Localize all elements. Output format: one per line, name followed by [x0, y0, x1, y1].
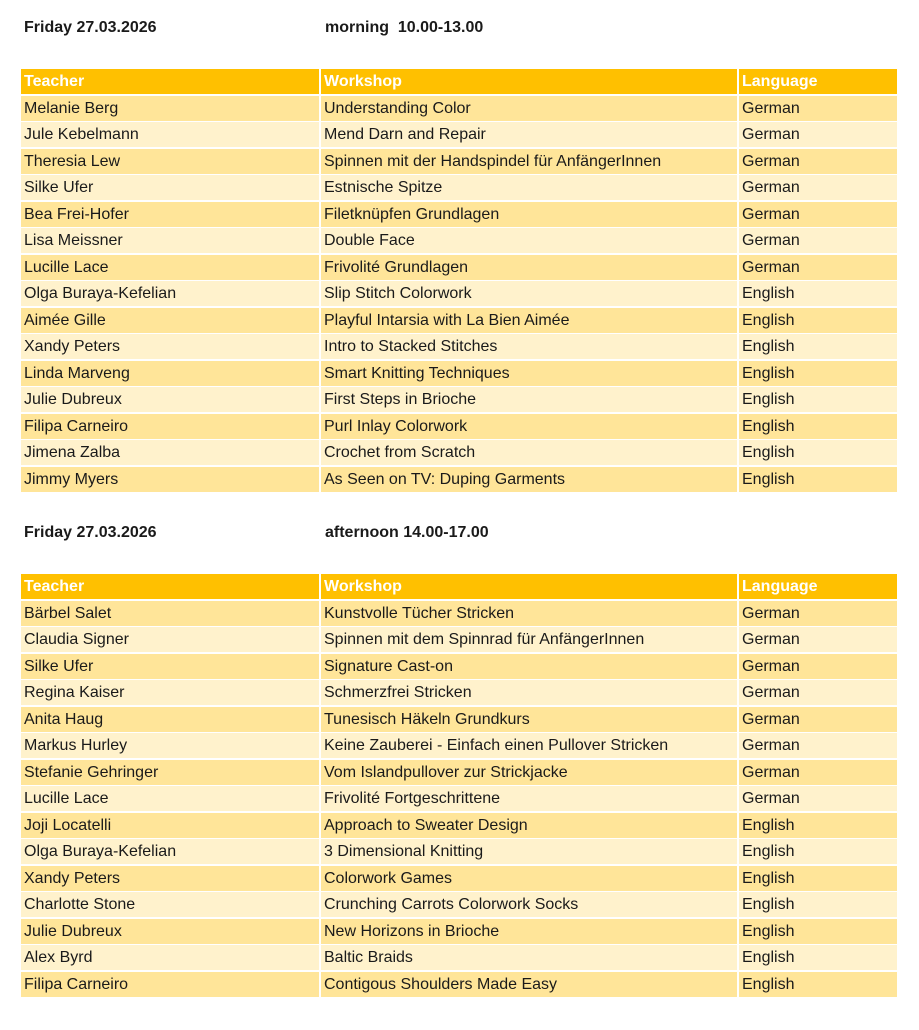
teacher-cell: Jimmy Myers: [21, 467, 319, 492]
language-cell: English: [739, 308, 897, 333]
table-row: [21, 813, 897, 838]
workshop-cell: Spinnen mit der Handspindel für AnfängerInnen: [321, 149, 737, 174]
workshop-cell: New Horizons in Brioche: [321, 919, 737, 944]
language-cell: English: [739, 972, 897, 997]
teacher-cell: Xandy Peters: [21, 334, 319, 359]
table-row: [21, 786, 897, 811]
teacher-cell: Bärbel Salet: [21, 601, 319, 626]
teacher-cell: Silke Ufer: [21, 175, 319, 200]
table-body: [21, 96, 897, 492]
teacher-cell: Linda Marveng: [21, 361, 319, 386]
language-cell: German: [739, 122, 897, 147]
teacher-cell: Lisa Meissner: [21, 228, 319, 253]
table-row: [21, 972, 897, 997]
table-row: [21, 440, 897, 465]
session-time: morning 10.00-13.00: [325, 19, 484, 36]
teacher-cell: Olga Buraya-Kefelian: [21, 281, 319, 306]
workshop-cell: Baltic Braids: [321, 945, 737, 970]
workshop-cell: Vom Islandpullover zur Strickjacke: [321, 760, 737, 785]
teacher-cell: Olga Buraya-Kefelian: [21, 839, 319, 864]
workshop-cell: Crochet from Scratch: [321, 440, 737, 465]
teacher-cell: Lucille Lace: [21, 255, 319, 280]
teacher-cell: Silke Ufer: [21, 654, 319, 679]
table-row: [21, 945, 897, 970]
workshop-cell: Understanding Color: [321, 96, 737, 121]
language-cell: German: [739, 149, 897, 174]
language-cell: German: [739, 654, 897, 679]
teacher-cell: Jule Kebelmann: [21, 122, 319, 147]
teacher-cell: Charlotte Stone: [21, 892, 319, 917]
language-cell: German: [739, 202, 897, 227]
workshop-cell: Keine Zauberei - Einfach einen Pullover Stricken: [321, 733, 737, 758]
language-cell: English: [739, 892, 897, 917]
table-row: [21, 866, 897, 891]
workshop-cell: Mend Darn and Repair: [321, 122, 737, 147]
workshop-cell: Crunching Carrots Colorwork Socks: [321, 892, 737, 917]
table-row: [21, 228, 897, 253]
teacher-cell: Filipa Carneiro: [21, 414, 319, 439]
table-row: [21, 387, 897, 412]
teacher-cell: Aimée Gille: [21, 308, 319, 333]
section-header-afternoon: [24, 521, 894, 545]
schedule-table-afternoon: [21, 574, 897, 998]
session-date: Friday 27.03.2026: [24, 524, 157, 541]
workshop-cell: Frivolité Grundlagen: [321, 255, 737, 280]
teacher-cell: Stefanie Gehringer: [21, 760, 319, 785]
workshop-cell: Approach to Sweater Design: [321, 813, 737, 838]
workshop-cell: Frivolité Fortgeschrittene: [321, 786, 737, 811]
workshop-cell: Colorwork Games: [321, 866, 737, 891]
table-row: [21, 414, 897, 439]
teacher-cell: Jimena Zalba: [21, 440, 319, 465]
workshop-cell: Double Face: [321, 228, 737, 253]
teacher-cell: Markus Hurley: [21, 733, 319, 758]
language-cell: English: [739, 813, 897, 838]
table-row: [21, 281, 897, 306]
table-row: [21, 255, 897, 280]
language-cell: English: [739, 467, 897, 492]
language-cell: English: [739, 839, 897, 864]
language-cell: German: [739, 96, 897, 121]
language-cell: German: [739, 680, 897, 705]
table-row: [21, 122, 897, 147]
table-row: [21, 627, 897, 652]
workshop-cell: Spinnen mit dem Spinnrad für AnfängerInnen: [321, 627, 737, 652]
table-row: [21, 707, 897, 732]
workshop-cell: Filetknüpfen Grundlagen: [321, 202, 737, 227]
table-row: [21, 760, 897, 785]
table-row: [21, 892, 897, 917]
teacher-cell: Xandy Peters: [21, 866, 319, 891]
teacher-cell: Julie Dubreux: [21, 919, 319, 944]
column-header-language: Language: [739, 574, 897, 599]
table-row: [21, 680, 897, 705]
table-header-row: [21, 69, 897, 94]
language-cell: German: [739, 601, 897, 626]
teacher-cell: Anita Haug: [21, 707, 319, 732]
workshop-cell: 3 Dimensional Knitting: [321, 839, 737, 864]
table-row: [21, 334, 897, 359]
column-header-teacher: Teacher: [21, 574, 319, 599]
teacher-cell: Melanie Berg: [21, 96, 319, 121]
table-row: [21, 919, 897, 944]
teacher-cell: Claudia Signer: [21, 627, 319, 652]
table-row: [21, 308, 897, 333]
table-row: [21, 149, 897, 174]
language-cell: German: [739, 760, 897, 785]
table-header-row: [21, 574, 897, 599]
teacher-cell: Regina Kaiser: [21, 680, 319, 705]
table-row: [21, 467, 897, 492]
table-body: [21, 601, 897, 997]
workshop-cell: Kunstvolle Tücher Stricken: [321, 601, 737, 626]
workshop-cell: Slip Stitch Colorwork: [321, 281, 737, 306]
language-cell: English: [739, 414, 897, 439]
language-cell: English: [739, 866, 897, 891]
table-row: [21, 601, 897, 626]
teacher-cell: Julie Dubreux: [21, 387, 319, 412]
session-time: afternoon 14.00-17.00: [325, 524, 489, 541]
workshop-cell: Playful Intarsia with La Bien Aimée: [321, 308, 737, 333]
workshop-cell: Purl Inlay Colorwork: [321, 414, 737, 439]
table-row: [21, 839, 897, 864]
table-row: [21, 96, 897, 121]
session-date: Friday 27.03.2026: [24, 19, 157, 36]
workshop-cell: Estnische Spitze: [321, 175, 737, 200]
teacher-cell: Lucille Lace: [21, 786, 319, 811]
language-cell: German: [739, 786, 897, 811]
workshop-cell: Intro to Stacked Stitches: [321, 334, 737, 359]
language-cell: English: [739, 440, 897, 465]
table-row: [21, 175, 897, 200]
schedule-table-morning: [21, 69, 897, 493]
workshop-cell: Contigous Shoulders Made Easy: [321, 972, 737, 997]
column-header-workshop: Workshop: [321, 574, 737, 599]
workshop-cell: Schmerzfrei Stricken: [321, 680, 737, 705]
language-cell: English: [739, 281, 897, 306]
language-cell: German: [739, 175, 897, 200]
section-header-morning: [24, 16, 894, 40]
teacher-cell: Filipa Carneiro: [21, 972, 319, 997]
teacher-cell: Joji Locatelli: [21, 813, 319, 838]
language-cell: German: [739, 707, 897, 732]
workshop-cell: Signature Cast-on: [321, 654, 737, 679]
language-cell: English: [739, 945, 897, 970]
language-cell: German: [739, 733, 897, 758]
workshop-cell: As Seen on TV: Duping Garments: [321, 467, 737, 492]
table-row: [21, 361, 897, 386]
language-cell: English: [739, 387, 897, 412]
column-header-language: Language: [739, 69, 897, 94]
column-header-teacher: Teacher: [21, 69, 319, 94]
workshop-cell: First Steps in Brioche: [321, 387, 737, 412]
table-row: [21, 733, 897, 758]
language-cell: English: [739, 334, 897, 359]
column-header-workshop: Workshop: [321, 69, 737, 94]
language-cell: English: [739, 361, 897, 386]
language-cell: German: [739, 255, 897, 280]
language-cell: German: [739, 627, 897, 652]
language-cell: German: [739, 228, 897, 253]
teacher-cell: Theresia Lew: [21, 149, 319, 174]
workshop-cell: Smart Knitting Techniques: [321, 361, 737, 386]
teacher-cell: Alex Byrd: [21, 945, 319, 970]
workshop-cell: Tunesisch Häkeln Grundkurs: [321, 707, 737, 732]
language-cell: English: [739, 919, 897, 944]
teacher-cell: Bea Frei-Hofer: [21, 202, 319, 227]
table-row: [21, 202, 897, 227]
table-row: [21, 654, 897, 679]
